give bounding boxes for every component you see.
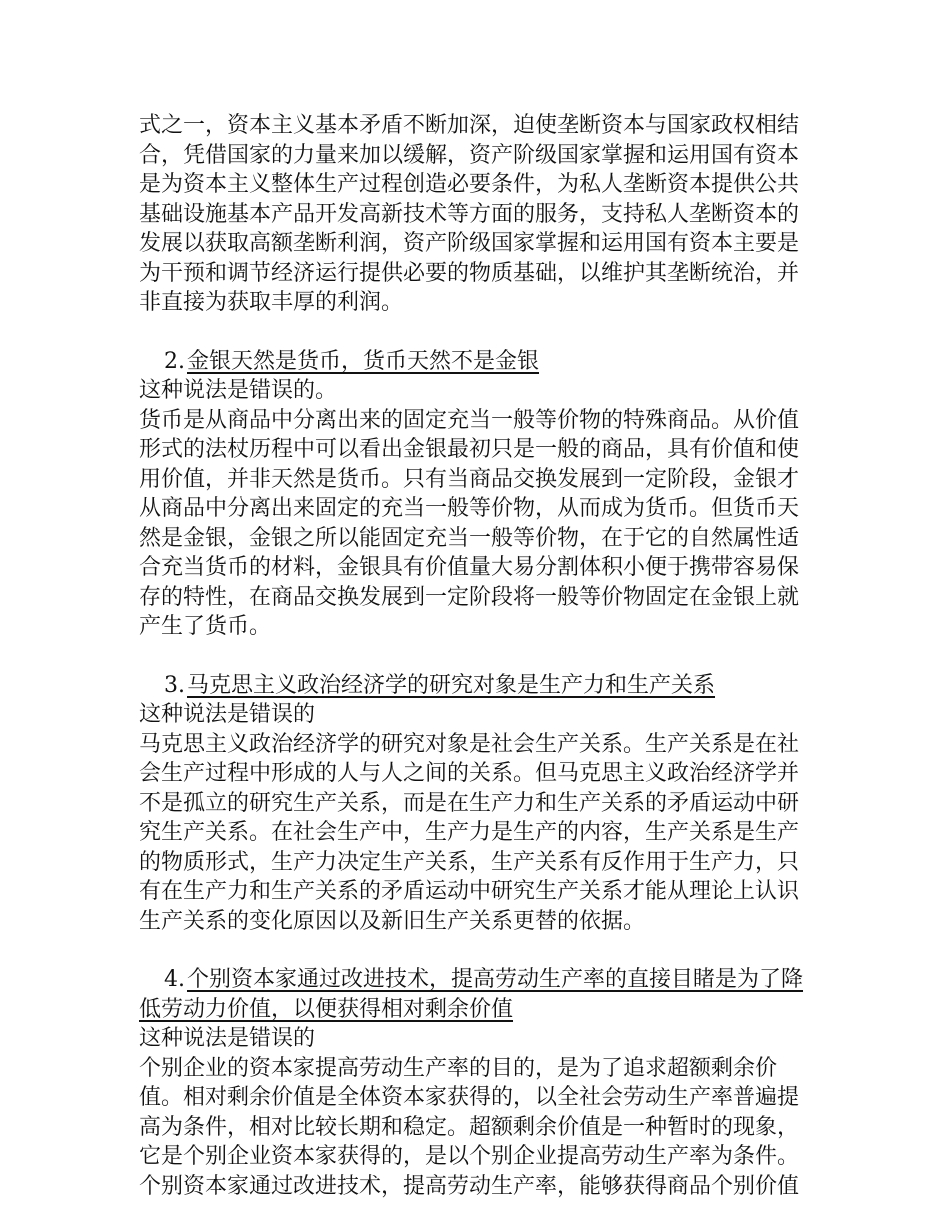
section-heading-text: 个别资本家通过改进技术，提高劳动生产率的直接目睹是为了降 bbox=[187, 967, 804, 992]
text-line: 为干预和调节经济运行提供必要的物质基础，以维护其垄断统治，并 bbox=[139, 260, 800, 286]
text-line: 形式的法杖历程中可以看出金银最初只是一般的商品，具有价值和使 bbox=[139, 437, 800, 462]
section-4 bbox=[139, 965, 839, 1201]
section-2 bbox=[139, 347, 839, 642]
text-line: 值。相对剩余价值是全体资本家获得的，以全社会劳动生产率普遍提 bbox=[139, 1085, 800, 1110]
text-line: 非直接为获取丰厚的利润。 bbox=[139, 290, 404, 315]
section-heading-continuation bbox=[139, 995, 839, 1025]
text-line: 的物质形式，生产力决定生产关系，生产关系有反作用于生产力，只 bbox=[139, 849, 800, 875]
text-line: 发展以获取高额垄断利润，资产阶级国家掌握和运用国有资本主要是 bbox=[139, 231, 800, 256]
text-line: 究生产关系。在社会生产中，生产力是生产的内容，生产关系是生产 bbox=[139, 820, 800, 845]
text-line: 从商品中分离出来固定的充当一般等价物，从而成为货币。但货币天 bbox=[139, 496, 800, 521]
section-3 bbox=[139, 671, 839, 937]
verdict-line: 这种说法是错误的 bbox=[139, 1026, 316, 1051]
text-line: 有在生产力和生产关系的矛盾运动中研究生产关系才能从理论上认识 bbox=[139, 879, 800, 904]
section-number: 3. bbox=[164, 672, 185, 698]
section-heading bbox=[139, 671, 839, 701]
text-line: 然是金银，金银之所以能固定充当一般等价物，在于它的自然属性适 bbox=[139, 525, 800, 551]
section-heading-text: 马克思主义政治经济学的研究对象是生产力和生产关系 bbox=[187, 672, 716, 698]
text-line: 合，凭借国家的力量来加以缓解，资产阶级国家掌握和运用国有资本 bbox=[139, 142, 800, 168]
text-line: 生产关系的变化原因以及新旧生产关系更替的依据。 bbox=[139, 908, 646, 934]
section-number: 4. bbox=[164, 967, 185, 992]
text-line: 产生了货币。 bbox=[139, 614, 272, 639]
text-line: 高为条件，相对比较长期和稳定。超额剩余价值是一种暂时的现象， bbox=[139, 1114, 800, 1140]
verdict-line: 这种说法是错误的 bbox=[139, 702, 316, 727]
section-heading bbox=[139, 965, 839, 995]
text-line: 货币是从商品中分离出来的固定充当一般等价物的特殊商品。从价值 bbox=[139, 407, 800, 433]
section-heading-text: 金银天然是货币，货币天然不是金银 bbox=[187, 348, 540, 374]
text-line: 马克思主义政治经济学的研究对象是社会生产关系。生产关系是在社 bbox=[139, 731, 800, 757]
text-line: 个别资本家通过改进技术，提高劳动生产率，能够获得商品个别价值 bbox=[139, 1173, 800, 1199]
text-line: 个别企业的资本家提高劳动生产率的目的，是为了追求超额剩余价 bbox=[139, 1055, 778, 1081]
text-line: 用价值，并非天然是货币。只有当商品交换发展到一定阶段，金银才 bbox=[139, 466, 800, 492]
text-line: 它是个别企业资本家获得的，是以个别企业提高劳动生产率为条件。 bbox=[139, 1144, 800, 1169]
text-line: 式之一，资本主义基本矛盾不断加深，迫使垄断资本与国家政权相结 bbox=[139, 113, 800, 138]
text-line: 合充当货币的材料，金银具有价值量大易分割体积小便于携带容易保 bbox=[139, 555, 800, 580]
text-line: 不是孤立的研究生产关系，而是在生产力和生产关系的矛盾运动中研 bbox=[139, 790, 800, 816]
text-line: 是为资本主义整体生产过程创造必要条件，为私人垄断资本提供公共 bbox=[139, 172, 800, 197]
intro-paragraph bbox=[139, 111, 839, 318]
document-page bbox=[139, 111, 839, 1201]
text-line: 基础设施基本产品开发高新技术等方面的服务，支持私人垄断资本的 bbox=[139, 201, 800, 227]
section-heading-text: 低劳动力价值，以便获得相对剩余价值 bbox=[139, 996, 514, 1022]
text-line: 存的特性，在商品交换发展到一定阶段将一般等价物固定在金银上就 bbox=[139, 584, 800, 610]
verdict-line: 这种说法是错误的。 bbox=[139, 378, 338, 403]
section-number: 2. bbox=[164, 348, 185, 374]
text-line: 会生产过程中形成的人与人之间的关系。但马克思主义政治经济学并 bbox=[139, 761, 800, 786]
section-heading bbox=[139, 347, 839, 377]
